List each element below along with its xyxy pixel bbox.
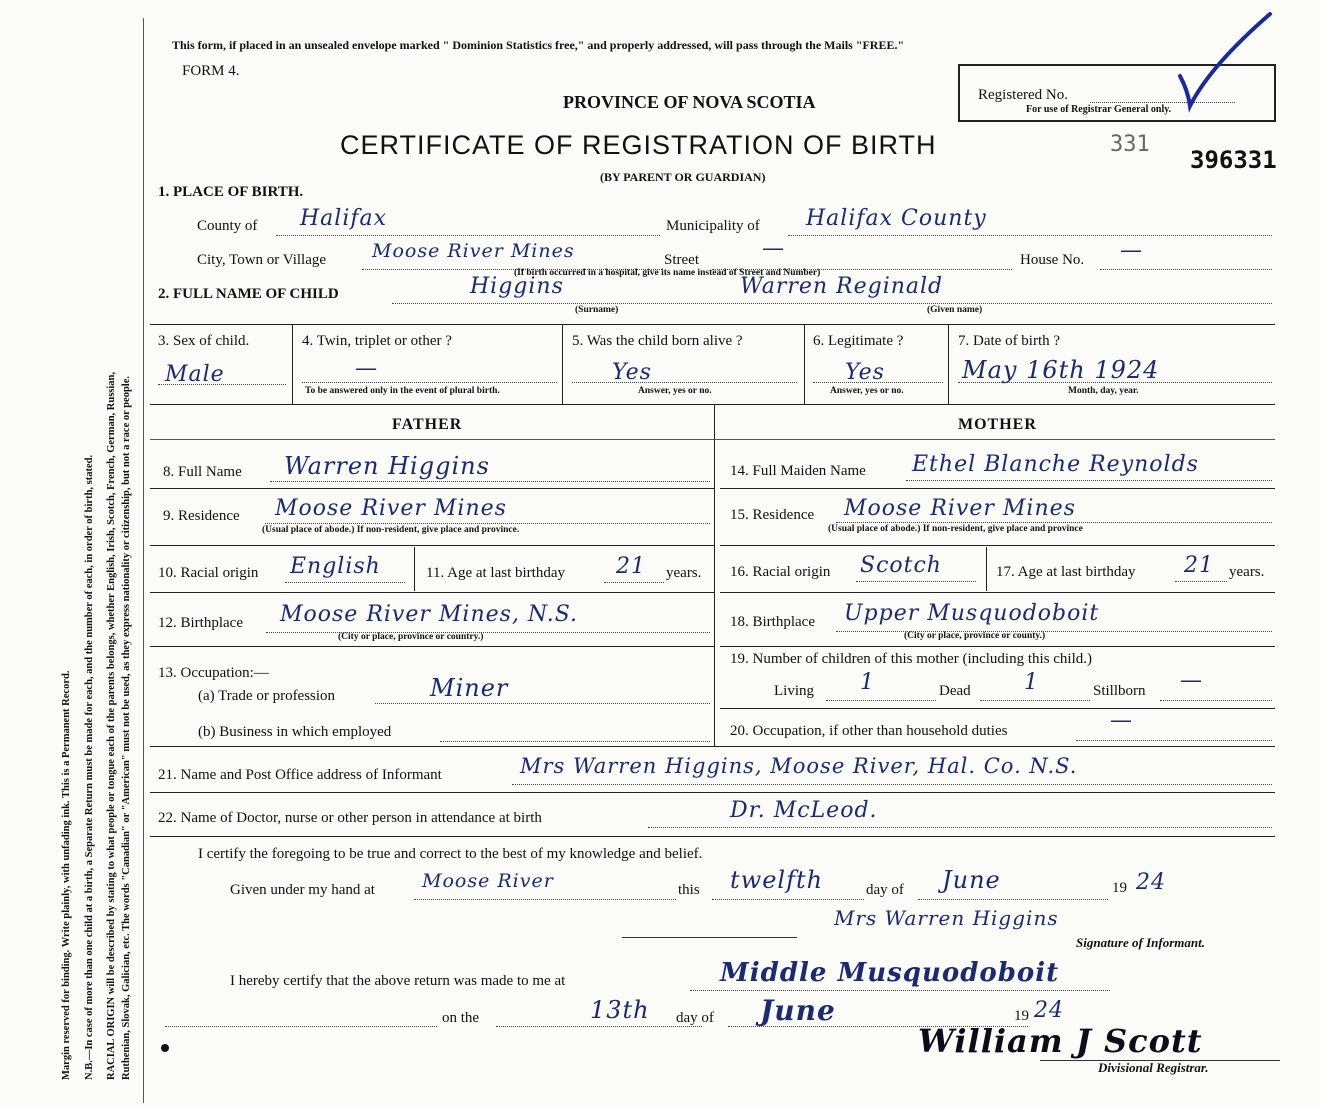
twin-value: — bbox=[355, 356, 378, 381]
rule-row19-bottom bbox=[720, 708, 1275, 709]
trade-line bbox=[375, 703, 710, 704]
mother-age-line bbox=[1175, 581, 1227, 582]
father-birthplace-note: (City or place, province or country.) bbox=[338, 632, 484, 642]
mother-race-value: Scotch bbox=[860, 553, 942, 578]
alive-note: Answer, yes or no. bbox=[638, 386, 712, 396]
registrar-statement: I hereby certify that the above return was made to me at bbox=[230, 973, 566, 989]
informant-label: 21. Name and Post Office address of Informant bbox=[158, 767, 442, 783]
rule-col-legit bbox=[948, 324, 949, 404]
rule-mother-race-divider bbox=[986, 547, 987, 591]
municipality-value: Halifax County bbox=[806, 206, 987, 231]
dob-note: Month, day, year. bbox=[1068, 386, 1139, 396]
mother-birthplace-note: (City or place, province or county.) bbox=[904, 631, 1046, 641]
dead-label: Dead bbox=[939, 683, 971, 699]
mother-race-line bbox=[856, 581, 976, 582]
given-name-note: (Given name) bbox=[927, 305, 983, 315]
this-label: this bbox=[678, 882, 700, 898]
rule-row21-bottom bbox=[150, 792, 1275, 793]
business-label: (b) Business in which employed bbox=[198, 724, 392, 740]
municipality-label: Municipality of bbox=[666, 218, 760, 234]
registrar-date-lead-line bbox=[165, 1026, 437, 1027]
mother-birthplace-value: Upper Musquodoboit bbox=[844, 601, 1100, 626]
mother-years-label: years. bbox=[1229, 564, 1265, 580]
day-line bbox=[712, 899, 864, 900]
father-age-value: 21 bbox=[616, 554, 646, 579]
postal-note: This form, if placed in an unsealed envelope marked " Dominion Statistics free," and properly addressed, will pass through the Mails "FREE." bbox=[172, 38, 905, 52]
stillborn-value: — bbox=[1180, 668, 1203, 693]
father-birthplace-line bbox=[266, 632, 710, 633]
informant-signature-line bbox=[622, 937, 797, 938]
doctor-label: 22. Name of Doctor, nurse or other person in attendance at birth bbox=[158, 810, 542, 826]
father-race-line bbox=[285, 582, 405, 583]
sex-value: Male bbox=[165, 362, 225, 387]
margin-note-racial-origin-cont: Ruthenian, Slovak, Galician, etc. The words "Canadian" or "American" must not be used, as they express nationality or citizenship, but not a race or people. bbox=[121, 375, 132, 1080]
year-suffix: 24 bbox=[1136, 870, 1166, 895]
business-line bbox=[440, 741, 710, 742]
hospital-note: (If birth occurred in a hospital, give its name instead of Street and Number) bbox=[514, 268, 821, 278]
living-line bbox=[826, 700, 936, 701]
father-occupation-label: 13. Occupation:— bbox=[158, 665, 269, 681]
registered-no-label: Registered No. bbox=[978, 87, 1068, 103]
father-name-label: 8. Full Name bbox=[163, 464, 242, 480]
stamp-short-number: 331 bbox=[1110, 132, 1150, 157]
rule-row15-bottom bbox=[720, 545, 1275, 546]
surname-note: (Surname) bbox=[575, 305, 619, 315]
sex-label: 3. Sex of child. bbox=[158, 333, 250, 349]
province-heading: PROVINCE OF NOVA SCOTIA bbox=[563, 92, 816, 112]
dead-line bbox=[980, 700, 1090, 701]
county-line bbox=[276, 235, 660, 236]
rule-row8-bottom bbox=[150, 488, 714, 489]
rule-row3-bottom bbox=[150, 404, 1275, 405]
father-birthplace-value: Moose River Mines, N.S. bbox=[280, 602, 579, 627]
informant-signature-label: Signature of Informant. bbox=[1076, 935, 1205, 950]
informant-signature: Mrs Warren Higgins bbox=[834, 906, 1059, 930]
father-name-value: Warren Higgins bbox=[284, 452, 490, 480]
dob-value: May 16th 1924 bbox=[962, 356, 1160, 384]
month-value: June bbox=[942, 866, 1001, 894]
mother-name-line bbox=[906, 480, 1272, 481]
on-the-label: on the bbox=[442, 1010, 480, 1026]
rule-father-race-divider bbox=[414, 547, 415, 591]
rule-row20-bottom bbox=[150, 746, 1275, 747]
registrar-year-prefix: 19 bbox=[1014, 1008, 1029, 1024]
mother-residence-value: Moose River Mines bbox=[844, 496, 1076, 521]
mother-occupation-label: 20. Occupation, if other than household duties bbox=[730, 723, 1008, 739]
registrar-use-note: For use of Registrar General only. bbox=[1026, 104, 1172, 115]
house-no-label: House No. bbox=[1020, 252, 1085, 268]
informant-value: Mrs Warren Higgins, Moose River, Hal. Co. N.S. bbox=[520, 754, 1078, 778]
rule-father-mother-divider bbox=[714, 404, 715, 746]
stillborn-line bbox=[1160, 700, 1272, 701]
municipality-line bbox=[788, 235, 1272, 236]
rule-row22-bottom bbox=[150, 836, 1275, 837]
child-given-name: Warren Reginald bbox=[740, 274, 944, 299]
margin-note-binding: Margin reserved for binding. Write plainly, with unfading ink. This is a Permanent Record. bbox=[61, 670, 72, 1080]
mother-race-label: 16. Racial origin bbox=[730, 564, 831, 580]
child-surname: Higgins bbox=[470, 274, 564, 299]
day-value: twelfth bbox=[730, 866, 824, 894]
mother-heading: MOTHER bbox=[958, 416, 1037, 433]
city-value: Moose River Mines bbox=[372, 240, 575, 262]
rule-header-bottom bbox=[150, 439, 1275, 440]
place-of-birth-heading: 1. PLACE OF BIRTH. bbox=[158, 184, 304, 200]
registrar-month-value: June bbox=[760, 994, 836, 1027]
rule-row14-bottom bbox=[720, 488, 1275, 489]
certificate-subtitle: (BY PARENT OR GUARDIAN) bbox=[600, 170, 766, 184]
legitimate-note: Answer, yes or no. bbox=[830, 386, 904, 396]
house-no-value: — bbox=[1120, 238, 1143, 263]
father-residence-value: Moose River Mines bbox=[275, 496, 507, 521]
rule-row3-top bbox=[150, 324, 1275, 325]
rule-col-alive bbox=[804, 324, 805, 404]
mother-age-label: 17. Age at last birthday bbox=[996, 564, 1136, 580]
alive-value: Yes bbox=[612, 360, 652, 385]
legitimate-value: Yes bbox=[845, 360, 885, 385]
county-label: County of bbox=[197, 218, 258, 234]
checkmark-icon bbox=[1170, 6, 1280, 116]
form-number: FORM 4. bbox=[182, 63, 240, 79]
registrar-day-of-label: day of bbox=[676, 1010, 714, 1026]
twin-note: To be answered only in the event of plural birth. bbox=[305, 386, 500, 396]
stillborn-label: Stillborn bbox=[1093, 683, 1146, 699]
margin-note-racial-origin: RACIAL ORIGIN will be described by stating to what people or tongue each of the parents belongs, whether English, Irish, Scotch, French, German, Russian, bbox=[106, 371, 117, 1080]
child-name-label: 2. FULL NAME OF CHILD bbox=[158, 286, 339, 302]
binding-margin-rule bbox=[143, 18, 144, 1103]
mother-birthplace-label: 18. Birthplace bbox=[730, 614, 815, 630]
father-age-line bbox=[604, 582, 664, 583]
city-label: City, Town or Village bbox=[197, 252, 327, 268]
father-name-line bbox=[270, 481, 710, 482]
ink-dot bbox=[161, 1044, 169, 1052]
year-prefix: 19 bbox=[1112, 880, 1127, 896]
father-race-value: English bbox=[290, 554, 381, 579]
registrar-signature: William J Scott bbox=[918, 1022, 1203, 1060]
dob-line bbox=[958, 382, 1272, 383]
rule-row10-bottom bbox=[150, 592, 714, 593]
mother-occupation-value: — bbox=[1110, 708, 1133, 733]
trade-label: (a) Trade or profession bbox=[198, 688, 336, 704]
registrar-place-line bbox=[690, 990, 1110, 991]
house-no-line bbox=[1100, 269, 1272, 270]
doctor-line bbox=[648, 827, 1272, 828]
dead-value: 1 bbox=[1024, 670, 1039, 695]
mother-residence-note: (Usual place of abode.) If non-resident, give place and province bbox=[828, 524, 1083, 534]
legitimate-line bbox=[813, 382, 943, 383]
registrar-place-value: Middle Musquodoboit bbox=[720, 958, 1060, 988]
mother-residence-label: 15. Residence bbox=[730, 507, 815, 523]
twin-line bbox=[302, 382, 557, 383]
rule-row16-bottom bbox=[720, 592, 1275, 593]
registrar-year-suffix: 24 bbox=[1034, 998, 1064, 1023]
twin-label: 4. Twin, triplet or other ? bbox=[302, 333, 452, 349]
rule-row12-bottom bbox=[150, 646, 714, 647]
child-name-line bbox=[392, 303, 1272, 304]
father-residence-line bbox=[265, 523, 710, 524]
living-value: 1 bbox=[860, 670, 875, 695]
certify-statement: I certify the foregoing to be true and correct to the best of my knowledge and belief. bbox=[198, 846, 703, 862]
certificate-title: CERTIFICATE OF REGISTRATION OF BIRTH bbox=[340, 130, 937, 160]
father-years-label: years. bbox=[666, 565, 702, 581]
given-label: Given under my hand at bbox=[230, 882, 375, 898]
rule-row18-bottom bbox=[720, 646, 1275, 647]
street-value: — bbox=[762, 236, 785, 261]
mother-name-label: 14. Full Maiden Name bbox=[730, 463, 866, 479]
registrar-day-line bbox=[496, 1026, 702, 1027]
father-residence-label: 9. Residence bbox=[163, 508, 240, 524]
mother-birthplace-line bbox=[836, 631, 1272, 632]
alive-line bbox=[572, 382, 797, 383]
rule-col-sex bbox=[292, 324, 293, 404]
stamp-number: 396331 bbox=[1190, 146, 1277, 174]
given-place-value: Moose River bbox=[422, 870, 554, 892]
doctor-value: Dr. McLeod. bbox=[730, 798, 878, 823]
margin-note-multiple-births: N.B.—In case of more than one child at a birth, a Separate Return must be made for each, and the number of each, in order of birth, stated. bbox=[84, 454, 95, 1080]
day-of-label: day of bbox=[866, 882, 904, 898]
alive-label: 5. Was the child born alive ? bbox=[572, 333, 743, 349]
dob-label: 7. Date of birth ? bbox=[958, 333, 1061, 349]
mother-age-value: 21 bbox=[1184, 553, 1214, 578]
street-label: Street bbox=[664, 252, 699, 268]
mother-occupation-line bbox=[1076, 740, 1272, 741]
father-race-label: 10. Racial origin bbox=[158, 565, 259, 581]
county-value: Halifax bbox=[300, 206, 388, 231]
father-heading: FATHER bbox=[392, 416, 463, 433]
registrar-title: Divisional Registrar. bbox=[1098, 1060, 1209, 1075]
legitimate-label: 6. Legitimate ? bbox=[813, 333, 904, 349]
children-label: 19. Number of children of this mother (including this child.) bbox=[730, 651, 1093, 667]
living-label: Living bbox=[774, 683, 814, 699]
sex-line bbox=[158, 384, 286, 385]
informant-line bbox=[512, 784, 1272, 785]
month-line bbox=[918, 899, 1108, 900]
rule-row9-bottom bbox=[150, 545, 714, 546]
given-place-line bbox=[414, 899, 676, 900]
father-residence-note: (Usual place of abode.) If non-resident, give place and province. bbox=[262, 525, 520, 535]
mother-name-value: Ethel Blanche Reynolds bbox=[912, 452, 1199, 477]
rule-col-twin bbox=[562, 324, 563, 404]
trade-value: Miner bbox=[430, 674, 509, 702]
mother-residence-line bbox=[836, 522, 1272, 523]
registrar-day-value: 13th bbox=[590, 996, 650, 1024]
father-age-label: 11. Age at last birthday bbox=[426, 565, 565, 581]
father-birthplace-label: 12. Birthplace bbox=[158, 615, 243, 631]
